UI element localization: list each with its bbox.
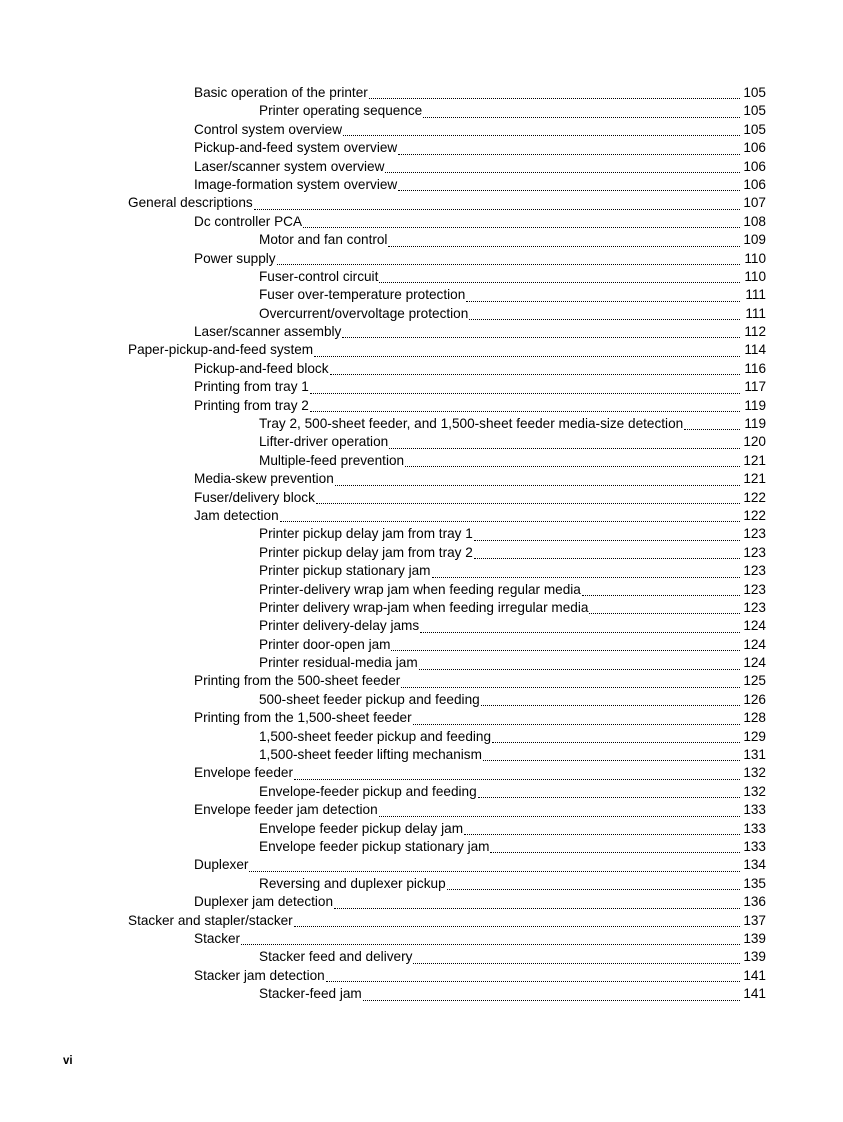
toc-entry-page: 128	[743, 710, 766, 726]
toc-entry-title: Printer-delivery wrap jam when feeding regular media	[259, 581, 581, 599]
toc-entry[interactable]	[0, 378, 843, 396]
toc-entry-title: Laser/scanner system overview	[194, 158, 384, 176]
toc-entry-title: Stacker-feed jam	[259, 985, 362, 1003]
toc-entry-page: 132	[743, 783, 766, 799]
toc-entry-page: 141	[743, 967, 766, 983]
toc-entry-title: Duplexer	[194, 856, 248, 874]
toc-entry-page: 137	[743, 912, 766, 928]
dot-leader	[420, 631, 740, 633]
toc-entry[interactable]	[0, 709, 843, 727]
dot-leader	[335, 484, 740, 486]
dot-leader	[249, 870, 740, 872]
toc-entry-title: Stacker and stapler/stacker	[128, 912, 293, 930]
toc-entry[interactable]	[0, 746, 843, 764]
toc-entry[interactable]	[0, 102, 843, 120]
toc-entry-title: Duplexer jam detection	[194, 893, 333, 911]
toc-entry-page: 133	[743, 802, 766, 818]
toc-entry[interactable]	[0, 636, 843, 654]
toc-entry[interactable]	[0, 452, 843, 470]
toc-entry[interactable]	[0, 213, 843, 231]
toc-entry-title: Media-skew prevention	[194, 470, 334, 488]
dot-leader	[277, 263, 740, 265]
dot-leader	[389, 447, 740, 449]
toc-entry-title: Control system overview	[194, 121, 342, 139]
toc-entry-page: 106	[743, 158, 766, 174]
toc-entry-title: Envelope feeder pickup delay jam	[259, 820, 463, 838]
toc-entry-title: 1,500-sheet feeder pickup and feeding	[259, 728, 491, 746]
toc-entry-page: 123	[743, 599, 766, 615]
toc-entry-page: 105	[743, 103, 766, 119]
dot-leader	[388, 245, 740, 247]
toc-entry[interactable]	[0, 84, 843, 102]
toc-entry-title: Printer pickup stationary jam	[259, 562, 431, 580]
toc-entry[interactable]	[0, 250, 843, 268]
dot-leader	[419, 668, 740, 670]
toc-entry-page: 129	[743, 728, 766, 744]
toc-entry-page: 136	[743, 894, 766, 910]
toc-entry-page: 108	[743, 213, 766, 229]
toc-entry-title: Laser/scanner assembly	[194, 323, 341, 341]
dot-leader	[423, 116, 740, 118]
toc-entry[interactable]	[0, 397, 843, 415]
toc-entry-page: 135	[743, 875, 766, 891]
toc-entry[interactable]	[0, 691, 843, 709]
dot-leader	[310, 392, 740, 394]
toc-entry-title: Printer door-open jam	[259, 636, 390, 654]
toc-entry[interactable]	[0, 948, 843, 966]
toc-entry-title: Fuser over-temperature protection	[259, 286, 465, 304]
toc-entry-title: Tray 2, 500-sheet feeder, and 1,500-sheet feeder media-size detection	[259, 415, 683, 433]
toc-entry-title: Multiple-feed prevention	[259, 452, 404, 470]
toc-entry-page: 105	[743, 121, 766, 137]
toc-entry-page: 123	[743, 544, 766, 560]
toc-entry-title: Fuser/delivery block	[194, 489, 315, 507]
toc-entry[interactable]	[0, 673, 843, 691]
toc-entry-page: 125	[743, 673, 766, 689]
toc-entry-title: Stacker	[194, 930, 240, 948]
dot-leader	[398, 189, 740, 191]
dot-leader	[483, 759, 740, 761]
toc-entry-title: Printer operating sequence	[259, 102, 422, 120]
toc-entry-page: 124	[743, 618, 766, 634]
dot-leader	[326, 980, 740, 982]
dot-leader	[474, 539, 740, 541]
toc-entry-page: 110	[744, 250, 766, 266]
dot-leader	[582, 594, 740, 596]
toc-entry-title: 1,500-sheet feeder lifting mechanism	[259, 746, 482, 764]
toc-entry-page: 124	[743, 655, 766, 671]
toc-entry-page: 134	[743, 857, 766, 873]
toc-entry[interactable]	[0, 912, 843, 930]
toc-entry-page: 116	[744, 360, 766, 376]
toc-entry-page: 123	[743, 526, 766, 542]
toc-entry-page: 133	[743, 820, 766, 836]
toc-entry-page: 141	[743, 986, 766, 1002]
toc-entry-title: Motor and fan control	[259, 231, 387, 249]
toc-entry-title: Stacker jam detection	[194, 967, 325, 985]
toc-entry[interactable]	[0, 194, 843, 212]
toc-entry-title: Overcurrent/overvoltage protection	[259, 305, 468, 323]
toc-entry[interactable]	[0, 728, 843, 746]
toc-entry-page: 133	[743, 839, 766, 854]
toc-entry-title: Stacker feed and delivery	[259, 948, 412, 966]
dot-leader	[343, 134, 740, 136]
toc-entry-page: 131	[743, 747, 766, 763]
toc-entry-page: 105	[743, 84, 766, 100]
toc-entry-title: General descriptions	[128, 194, 253, 212]
dot-leader	[684, 428, 740, 430]
toc-entry-title: Reversing and duplexer pickup	[259, 875, 446, 893]
toc-entry-title: Dc controller PCA	[194, 213, 302, 231]
dot-leader	[474, 557, 740, 559]
toc-entry-title: Printer residual-media jam	[259, 654, 418, 672]
toc-entry[interactable]	[0, 930, 843, 948]
toc-entry[interactable]	[0, 985, 843, 1003]
toc-entry-title: Printer delivery wrap-jam when feeding irregular media	[259, 599, 588, 617]
toc-entry-page: 109	[743, 232, 766, 248]
dot-leader	[316, 502, 740, 504]
dot-leader	[294, 778, 740, 780]
toc-entry-title: Basic operation of the printer	[194, 84, 368, 102]
toc-entry[interactable]	[0, 341, 843, 359]
toc-entry-title: Printing from tray 2	[194, 397, 309, 415]
toc-entry-title: Pickup-and-feed system overview	[194, 139, 397, 157]
toc-entry-title: Pickup-and-feed block	[194, 360, 329, 378]
dot-leader	[280, 520, 740, 522]
dot-leader	[363, 999, 740, 1001]
toc-entry[interactable]	[0, 838, 843, 856]
toc-entry-page: 114	[744, 342, 766, 358]
toc-entry[interactable]	[0, 470, 843, 488]
dot-leader	[413, 723, 740, 725]
dot-leader	[466, 300, 740, 302]
toc-entry-title: Fuser-control circuit	[259, 268, 378, 286]
toc-entry[interactable]	[0, 599, 843, 617]
toc-entry[interactable]	[0, 875, 843, 893]
toc-entry-title: Printer pickup delay jam from tray 1	[259, 525, 473, 543]
toc-entry-title: Printing from tray 1	[194, 378, 309, 396]
toc-entry[interactable]	[0, 783, 843, 801]
dot-leader	[589, 612, 740, 614]
dot-leader	[334, 907, 740, 909]
toc-entry-title: Printing from the 1,500-sheet feeder	[194, 709, 412, 727]
toc-entry-page: 111	[745, 287, 766, 303]
dot-leader	[413, 962, 740, 964]
toc-entry[interactable]	[0, 305, 843, 323]
dot-leader	[492, 741, 740, 743]
toc-entry-page: 117	[744, 379, 766, 395]
dot-leader	[490, 851, 740, 853]
toc-entry-page: 119	[744, 397, 766, 413]
toc-entry[interactable]	[0, 856, 843, 874]
toc-entry[interactable]	[0, 489, 843, 507]
dot-leader	[254, 208, 740, 210]
dot-leader	[314, 355, 740, 357]
toc-entry[interactable]	[0, 231, 843, 249]
toc-entry-page: 110	[744, 268, 766, 284]
toc-entry-title: Envelope feeder pickup stationary jam	[259, 838, 489, 856]
dot-leader	[478, 796, 740, 798]
toc-entry[interactable]	[0, 562, 843, 580]
toc-entry[interactable]	[0, 360, 843, 378]
toc-entry-title: Printer pickup delay jam from tray 2	[259, 544, 473, 562]
toc-entry[interactable]	[0, 139, 843, 157]
toc-entry[interactable]	[0, 820, 843, 838]
dot-leader	[303, 226, 740, 228]
toc-entry-page: 123	[743, 581, 766, 597]
toc-entry[interactable]	[0, 507, 843, 525]
toc-entry[interactable]	[0, 433, 843, 451]
toc-entry-title: Printer delivery-delay jams	[259, 617, 419, 635]
toc-entry[interactable]	[0, 764, 843, 782]
toc-entry-page: 106	[743, 176, 766, 192]
toc-entry-title: Printing from the 500-sheet feeder	[194, 672, 400, 690]
dot-leader	[369, 97, 740, 99]
toc-entry-title: Envelope feeder jam detection	[194, 801, 378, 819]
toc-entry-page: 123	[743, 563, 766, 579]
toc-entry-page: 112	[744, 324, 766, 340]
dot-leader	[294, 925, 740, 927]
toc-entry-page: 122	[743, 507, 766, 523]
dot-leader	[385, 171, 740, 173]
dot-leader	[379, 815, 740, 817]
dot-leader	[464, 833, 740, 835]
dot-leader	[405, 465, 740, 467]
page-number: vi	[63, 1055, 73, 1067]
toc-entry[interactable]	[0, 415, 843, 433]
toc-entry[interactable]	[0, 268, 843, 286]
toc-entry-title: Envelope feeder	[194, 764, 293, 782]
toc-entry-page: 139	[743, 930, 766, 946]
toc-entry-title: Jam detection	[194, 507, 279, 525]
dot-leader	[432, 576, 740, 578]
dot-leader	[241, 943, 740, 945]
toc-entry-title: Power supply	[194, 250, 276, 268]
toc-entry[interactable]	[0, 893, 843, 911]
toc-entry-title: Envelope-feeder pickup and feeding	[259, 783, 477, 801]
toc-entry-title: Paper-pickup-and-feed system	[128, 341, 313, 359]
table-of-contents	[0, 84, 843, 1004]
toc-entry-title: 500-sheet feeder pickup and feeding	[259, 691, 480, 709]
toc-entry[interactable]	[0, 654, 843, 672]
dot-leader	[310, 410, 740, 412]
toc-entry-page: 121	[743, 471, 766, 487]
dot-leader	[379, 281, 740, 283]
toc-entry-page: 132	[743, 765, 766, 781]
toc-entry-page: 106	[743, 140, 766, 156]
dot-leader	[391, 649, 740, 651]
toc-entry-page: 111	[745, 305, 766, 321]
dot-leader	[481, 704, 740, 706]
dot-leader	[330, 373, 740, 375]
toc-entry-page: 119	[744, 416, 766, 432]
toc-entry[interactable]	[0, 967, 843, 985]
toc-entry[interactable]	[0, 286, 843, 304]
dot-leader	[398, 153, 740, 155]
toc-entry-page: 120	[743, 434, 766, 450]
toc-entry-page: 121	[743, 452, 766, 468]
toc-entry-title: Image-formation system overview	[194, 176, 397, 194]
toc-entry-page: 124	[743, 636, 766, 652]
toc-entry[interactable]	[0, 544, 843, 562]
dot-leader	[342, 336, 740, 338]
toc-entry[interactable]	[0, 158, 843, 176]
toc-entry[interactable]	[0, 323, 843, 341]
toc-entry[interactable]	[0, 617, 843, 635]
toc-entry[interactable]	[0, 801, 843, 819]
toc-entry-page: 122	[743, 489, 766, 505]
dot-leader	[401, 686, 740, 688]
dot-leader	[469, 318, 740, 320]
toc-entry[interactable]	[0, 121, 843, 139]
toc-entry[interactable]	[0, 581, 843, 599]
toc-entry-page: 139	[743, 949, 766, 965]
toc-entry[interactable]	[0, 525, 843, 543]
toc-entry-page: 107	[743, 195, 766, 211]
toc-entry-page: 126	[743, 691, 766, 707]
toc-entry-title: Lifter-driver operation	[259, 433, 388, 451]
toc-entry[interactable]	[0, 176, 843, 194]
dot-leader	[447, 888, 740, 890]
